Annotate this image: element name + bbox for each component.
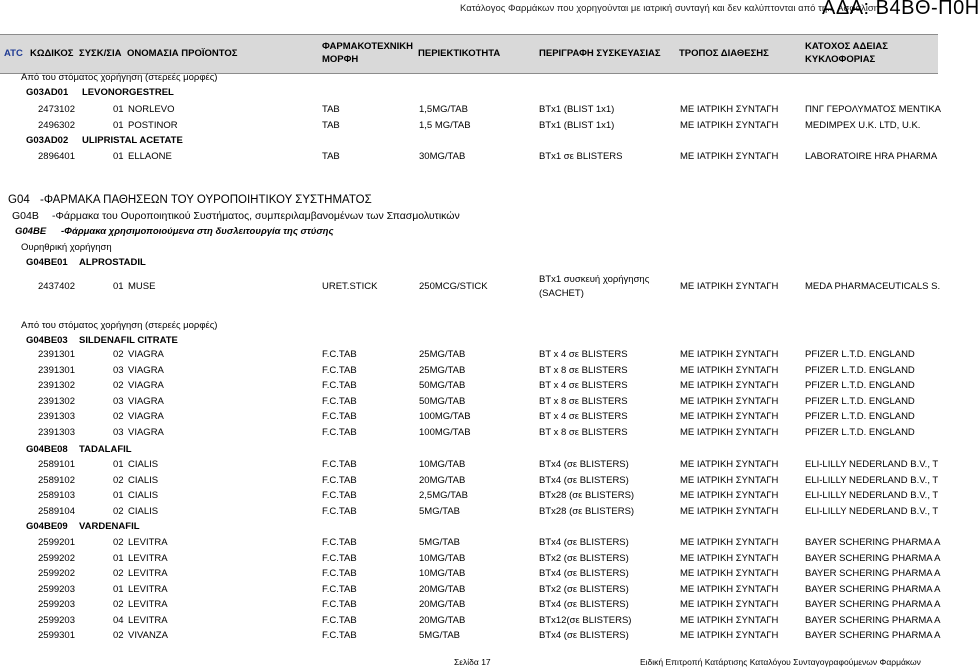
row-name: CIALIS xyxy=(128,474,159,486)
col-atc: ATC xyxy=(4,48,23,59)
row-dispensing: ΜΕ ΙΑΤΡΙΚΗ ΣΥΝΤΑΓΗ xyxy=(680,120,779,131)
row-packaging: BTx1 (BLIST 1x1) xyxy=(539,104,615,115)
row-dispensing: ΜΕ ΙΑΤΡΙΚΗ ΣΥΝΤΑΓΗ xyxy=(680,395,779,407)
row-holder: PFIZER L.T.D. ENGLAND xyxy=(805,364,915,376)
row-packaging: BT x 8 σε BLISTERS xyxy=(539,364,628,376)
row-pack: 02 xyxy=(113,568,124,579)
row-pack: 01 xyxy=(113,490,124,501)
row-form: TAB xyxy=(322,104,340,115)
row-form: F.C.TAB xyxy=(322,630,357,641)
subcategory-code: G04B xyxy=(12,210,39,222)
row-pack: 01 xyxy=(113,552,124,564)
row-dispensing: ΜΕ ΙΑΤΡΙΚΗ ΣΥΝΤΑΓΗ xyxy=(680,474,779,486)
row-packaging: BT x 4 σε BLISTERS xyxy=(539,411,628,422)
row-pack: 03 xyxy=(113,364,124,376)
row-strength: 20MG/TAB xyxy=(419,599,466,610)
group-name: VARDENAFIL xyxy=(79,521,140,532)
row-code: 2391302 xyxy=(38,395,75,407)
row-name: LEVITRA xyxy=(128,552,168,564)
row-name: LEVITRA xyxy=(128,568,168,579)
row-dispensing: ΜΕ ΙΑΤΡΙΚΗ ΣΥΝΤΑΓΗ xyxy=(680,599,779,610)
footer-committee: Ειδική Επιτροπή Κατάρτισης Καταλόγου Συνταγογραφούμενων Φαρμάκων xyxy=(640,657,921,667)
group-code: G04BE09 xyxy=(26,521,68,532)
row-holder: BAYER SCHERING PHARMA A xyxy=(805,537,941,548)
row-packaging: BTx12(σε BLISTERS) xyxy=(539,614,632,626)
row-form: F.C.TAB xyxy=(322,380,357,391)
row-pack: 01 xyxy=(113,459,124,470)
group-code: G03AD01 xyxy=(26,87,69,98)
row-strength: 2,5MG/TAB xyxy=(419,490,468,501)
row-form: F.C.TAB xyxy=(322,474,357,486)
row-strength: 20MG/TAB xyxy=(419,583,466,595)
row-name: VIAGRA xyxy=(128,411,164,422)
row-dispensing: ΜΕ ΙΑΤΡΙΚΗ ΣΥΝΤΑΓΗ xyxy=(680,583,779,595)
col-pack: ΣΥΣΚ/ΣΙΑ xyxy=(79,48,122,59)
row-name: VIVANZA xyxy=(128,630,168,641)
row-name: NORLEVO xyxy=(128,104,175,115)
row-form: F.C.TAB xyxy=(322,426,357,438)
row-code: 2473102 xyxy=(38,104,75,115)
row-strength: 5MG/TAB xyxy=(419,505,460,517)
group-name: ALPROSTADIL xyxy=(79,257,146,268)
col-packaging: ΠΕΡΙΓΡΑΦΗ ΣΥΣΚΕΥΑΣΙΑΣ xyxy=(539,48,661,59)
row-form: F.C.TAB xyxy=(322,364,357,376)
group-code: G04BE01 xyxy=(26,257,68,268)
row-name: POSTINOR xyxy=(128,120,178,131)
row-strength: 10MG/TAB xyxy=(419,459,466,470)
row-strength: 5MG/TAB xyxy=(419,537,460,548)
row-name: LEVITRA xyxy=(128,614,168,626)
col-holder-line2: ΚΥΚΛΟΦΟΡΙΑΣ xyxy=(805,54,876,65)
row-holder: PFIZER L.T.D. ENGLAND xyxy=(805,380,915,391)
row-code: 2599203 xyxy=(38,583,75,595)
row-pack: 01 xyxy=(113,281,124,292)
row-packaging-line1: BTx1 συσκευή χορήγησης xyxy=(539,274,650,285)
row-name: CIALIS xyxy=(128,490,159,501)
row-packaging: BT x 8 σε BLISTERS xyxy=(539,426,628,438)
row-strength: 1,5 MG/TAB xyxy=(419,120,471,131)
col-code: ΚΩΔΙΚΟΣ xyxy=(30,48,74,59)
row-holder: BAYER SCHERING PHARMA A xyxy=(805,630,941,641)
row-strength: 50MG/TAB xyxy=(419,380,466,391)
row-form: F.C.TAB xyxy=(322,411,357,422)
row-name: VIAGRA xyxy=(128,380,164,391)
row-code: 2391301 xyxy=(38,349,75,360)
row-code: 2896401 xyxy=(38,151,75,162)
row-holder: PFIZER L.T.D. ENGLAND xyxy=(805,395,915,407)
row-holder: ELI-LILLY NEDERLAND B.V., T xyxy=(805,459,939,470)
row-pack: 02 xyxy=(113,411,124,422)
row-holder: ELI-LILLY NEDERLAND B.V., T xyxy=(805,490,939,501)
row-holder: ELI-LILLY NEDERLAND B.V., T xyxy=(805,505,939,517)
row-holder: BAYER SCHERING PHARMA A xyxy=(805,614,941,626)
row-holder: BAYER SCHERING PHARMA A xyxy=(805,583,941,595)
row-code: 2599201 xyxy=(38,537,75,548)
row-form: F.C.TAB xyxy=(322,537,357,548)
group-code: G04BE08 xyxy=(26,444,68,455)
row-packaging: BTx1 (BLIST 1x1) xyxy=(539,120,615,131)
row-form: TAB xyxy=(322,120,340,131)
row-name: LEVITRA xyxy=(128,599,168,610)
row-dispensing: ΜΕ ΙΑΤΡΙΚΗ ΣΥΝΤΑΓΗ xyxy=(680,426,779,438)
row-dispensing: ΜΕ ΙΑΤΡΙΚΗ ΣΥΝΤΑΓΗ xyxy=(680,380,779,391)
group-name: LEVONORGESTREL xyxy=(82,87,174,98)
row-packaging: BTx2 (σε BLISTERS) xyxy=(539,583,629,595)
row-strength: 25MG/TAB xyxy=(419,364,466,376)
row-form: F.C.TAB xyxy=(322,599,357,610)
col-form-line1: ΦΑΡΜΑΚΟΤΕΧΝΙΚΗ xyxy=(322,41,414,52)
route-heading: Από του στόματος χορήγηση (στερεές μορφές) xyxy=(21,320,218,331)
row-pack: 03 xyxy=(113,395,124,407)
row-code: 2391303 xyxy=(38,411,75,422)
ada-code: ΑΔΑ: Β4ΒΘ-Π0Η xyxy=(822,0,980,19)
row-pack: 02 xyxy=(113,474,124,486)
group-code: G03AD02 xyxy=(26,135,69,146)
row-holder: PFIZER L.T.D. ENGLAND xyxy=(805,411,915,422)
row-code: 2391302 xyxy=(38,380,75,391)
row-pack: 02 xyxy=(113,599,124,610)
row-name: VIAGRA xyxy=(128,364,164,376)
col-product-name: ΟΝΟΜΑΣΙΑ ΠΡΟΪΟΝΤΟΣ xyxy=(127,48,238,59)
row-holder: MEDIMPEX U.K. LTD, U.K. xyxy=(805,120,921,131)
col-dispensing: ΤΡΟΠΟΣ ΔΙΑΘΕΣΗΣ xyxy=(679,48,769,59)
row-form: F.C.TAB xyxy=(322,552,357,564)
col-form-line2: ΜΟΡΦΗ xyxy=(322,54,359,65)
row-code: 2589102 xyxy=(38,474,75,486)
row-dispensing: ΜΕ ΙΑΤΡΙΚΗ ΣΥΝΤΑΓΗ xyxy=(680,568,779,579)
row-code: 2589101 xyxy=(38,459,75,470)
group-name: TADALAFIL xyxy=(79,444,132,455)
row-packaging: BTx4 (σε BLISTERS) xyxy=(539,630,629,641)
row-pack: 02 xyxy=(113,630,124,641)
row-name: LEVITRA xyxy=(128,537,168,548)
row-code: 2599202 xyxy=(38,568,75,579)
row-strength: 10MG/TAB xyxy=(419,568,466,579)
row-packaging: BTx4 (σε BLISTERS) xyxy=(539,599,629,610)
row-code: 2599203 xyxy=(38,599,75,610)
row-holder: LABORATOIRE HRA PHARMA xyxy=(805,151,938,162)
row-strength: 25MG/TAB xyxy=(419,349,466,360)
row-form: F.C.TAB xyxy=(322,395,357,407)
row-strength: 5MG/TAB xyxy=(419,630,460,641)
row-name: ELLAONE xyxy=(128,151,172,162)
row-packaging: BTx4 (σε BLISTERS) xyxy=(539,459,629,470)
col-holder-line1: ΚΑΤΟΧΟΣ ΑΔΕΙΑΣ xyxy=(805,41,888,52)
row-dispensing: ΜΕ ΙΑΤΡΙΚΗ ΣΥΝΤΑΓΗ xyxy=(680,281,779,292)
row-packaging: BT x 4 σε BLISTERS xyxy=(539,380,628,391)
row-code: 2589103 xyxy=(38,490,75,501)
row-dispensing: ΜΕ ΙΑΤΡΙΚΗ ΣΥΝΤΑΓΗ xyxy=(680,151,779,162)
row-dispensing: ΜΕ ΙΑΤΡΙΚΗ ΣΥΝΤΑΓΗ xyxy=(680,505,779,517)
row-dispensing: ΜΕ ΙΑΤΡΙΚΗ ΣΥΝΤΑΓΗ xyxy=(680,349,779,360)
row-form: F.C.TAB xyxy=(322,349,357,360)
row-code: 2437402 xyxy=(38,281,75,292)
row-holder: MEDA PHARMACEUTICALS S. xyxy=(805,281,941,292)
row-code: 2599203 xyxy=(38,614,75,626)
row-code: 2589104 xyxy=(38,505,75,517)
row-packaging: BTx4 (σε BLISTERS) xyxy=(539,537,629,548)
row-holder: PFIZER L.T.D. ENGLAND xyxy=(805,349,915,360)
row-dispensing: ΜΕ ΙΑΤΡΙΚΗ ΣΥΝΤΑΓΗ xyxy=(680,552,779,564)
row-name: VIAGRA xyxy=(128,349,164,360)
row-holder: BAYER SCHERING PHARMA A xyxy=(805,568,941,579)
row-dispensing: ΜΕ ΙΑΤΡΙΚΗ ΣΥΝΤΑΓΗ xyxy=(680,614,779,626)
row-holder: BAYER SCHERING PHARMA A xyxy=(805,599,941,610)
group-code: G04BE03 xyxy=(26,335,68,346)
row-strength: 250MCG/STICK xyxy=(419,281,488,292)
therapeutic-title: -Φάρμακα χρησιμοποιούμενα στη δυσλειτουργία της στύσης xyxy=(61,226,334,237)
row-name: VIAGRA xyxy=(128,395,164,407)
row-name: CIALIS xyxy=(128,505,159,517)
row-dispensing: ΜΕ ΙΑΤΡΙΚΗ ΣΥΝΤΑΓΗ xyxy=(680,490,779,501)
row-dispensing: ΜΕ ΙΑΤΡΙΚΗ ΣΥΝΤΑΓΗ xyxy=(680,537,779,548)
subcategory-title: -Φάρμακα του Ουροποιητικού Συστήματος, συμπεριλαμβανομένων των Σπασμολυτικών xyxy=(52,210,460,222)
row-pack: 01 xyxy=(113,104,124,115)
column-header-bar xyxy=(0,34,938,74)
row-name: LEVITRA xyxy=(128,583,168,595)
row-pack: 01 xyxy=(113,583,124,595)
row-strength: 50MG/TAB xyxy=(419,395,466,407)
row-name: MUSE xyxy=(128,281,156,292)
row-form: F.C.TAB xyxy=(322,614,357,626)
row-name: VIAGRA xyxy=(128,426,164,438)
row-strength: 10MG/TAB xyxy=(419,552,466,564)
row-code: 2599202 xyxy=(38,552,75,564)
row-strength: 20MG/TAB xyxy=(419,474,466,486)
row-holder: BAYER SCHERING PHARMA A xyxy=(805,552,941,564)
category-title: -ΦΑΡΜΑΚΑ ΠΑΘΗΣΕΩΝ ΤΟΥ ΟΥΡΟΠΟΙΗΤΙΚΟΥ ΣΥΣΤΗΜΑΤΟΣ xyxy=(40,194,372,206)
row-strength: 30MG/TAB xyxy=(419,151,466,162)
group-name: ULIPRISTAL ACETATE xyxy=(82,135,183,146)
therapeutic-code: G04BE xyxy=(15,226,47,237)
row-packaging: BT x 4 σε BLISTERS xyxy=(539,349,628,360)
row-pack: 02 xyxy=(113,537,124,548)
route-heading: Από του στόματος χορήγηση (στερεές μορφές) xyxy=(21,72,218,83)
row-dispensing: ΜΕ ΙΑΤΡΙΚΗ ΣΥΝΤΑΓΗ xyxy=(680,104,779,115)
group-name: SILDENAFIL CITRATE xyxy=(79,335,178,346)
document-title: Κατάλογος Φαρμάκων που χορηγούνται με ιατρική συνταγή και δεν καλύπτονται από τη... Ασφάλιση xyxy=(460,3,880,14)
row-packaging: BTx1 σε BLISTERS xyxy=(539,151,623,162)
row-form: F.C.TAB xyxy=(322,490,357,501)
row-pack: 01 xyxy=(113,120,124,131)
row-pack: 01 xyxy=(113,151,124,162)
row-code: 2496302 xyxy=(38,120,75,131)
row-packaging: BTx2 (σε BLISTERS) xyxy=(539,552,629,564)
row-form: TAB xyxy=(322,151,340,162)
row-packaging: BTx4 (σε BLISTERS) xyxy=(539,568,629,579)
row-holder: ΠΝΓ ΓΕΡΟΛΥΜΑΤΟΣ ΜΕΝΤΙΚΑ xyxy=(805,104,941,115)
row-pack: 02 xyxy=(113,505,124,517)
row-packaging: BTx28 (σε BLISTERS) xyxy=(539,490,635,501)
row-packaging: BT x 8 σε BLISTERS xyxy=(539,395,628,407)
row-dispensing: ΜΕ ΙΑΤΡΙΚΗ ΣΥΝΤΑΓΗ xyxy=(680,364,779,376)
row-form: F.C.TAB xyxy=(322,459,357,470)
row-strength: 20MG/TAB xyxy=(419,614,466,626)
row-dispensing: ΜΕ ΙΑΤΡΙΚΗ ΣΥΝΤΑΓΗ xyxy=(680,411,779,422)
row-packaging: BTx28 (σε BLISTERS) xyxy=(539,505,635,517)
route-heading: Ουρηθρική χορήγηση xyxy=(21,242,112,253)
row-code: 2391301 xyxy=(38,364,75,376)
row-pack: 03 xyxy=(113,426,124,438)
row-holder: ELI-LILLY NEDERLAND B.V., T xyxy=(805,474,939,486)
row-holder: PFIZER L.T.D. ENGLAND xyxy=(805,426,915,438)
row-form: F.C.TAB xyxy=(322,568,357,579)
row-form: F.C.TAB xyxy=(322,505,357,517)
row-strength: 100MG/TAB xyxy=(419,411,471,422)
page-number: Σελίδα 17 xyxy=(454,657,491,667)
row-packaging-line2: (SACHET) xyxy=(539,288,584,299)
row-code: 2599301 xyxy=(38,630,75,641)
row-dispensing: ΜΕ ΙΑΤΡΙΚΗ ΣΥΝΤΑΓΗ xyxy=(680,459,779,470)
row-code: 2391303 xyxy=(38,426,75,438)
row-form: F.C.TAB xyxy=(322,583,357,595)
col-content: ΠΕΡΙΕΚΤΙΚΟΤΗΤΑ xyxy=(418,48,501,59)
row-strength: 100MG/TAB xyxy=(419,426,471,438)
row-pack: 04 xyxy=(113,614,124,626)
row-name: CIALIS xyxy=(128,459,159,470)
row-form: URET.STICK xyxy=(322,281,378,292)
row-dispensing: ΜΕ ΙΑΤΡΙΚΗ ΣΥΝΤΑΓΗ xyxy=(680,630,779,641)
category-code: G04 xyxy=(8,194,30,206)
row-pack: 02 xyxy=(113,380,124,391)
row-packaging: BTx4 (σε BLISTERS) xyxy=(539,474,629,486)
row-pack: 02 xyxy=(113,349,124,360)
row-strength: 1,5MG/TAB xyxy=(419,104,468,115)
